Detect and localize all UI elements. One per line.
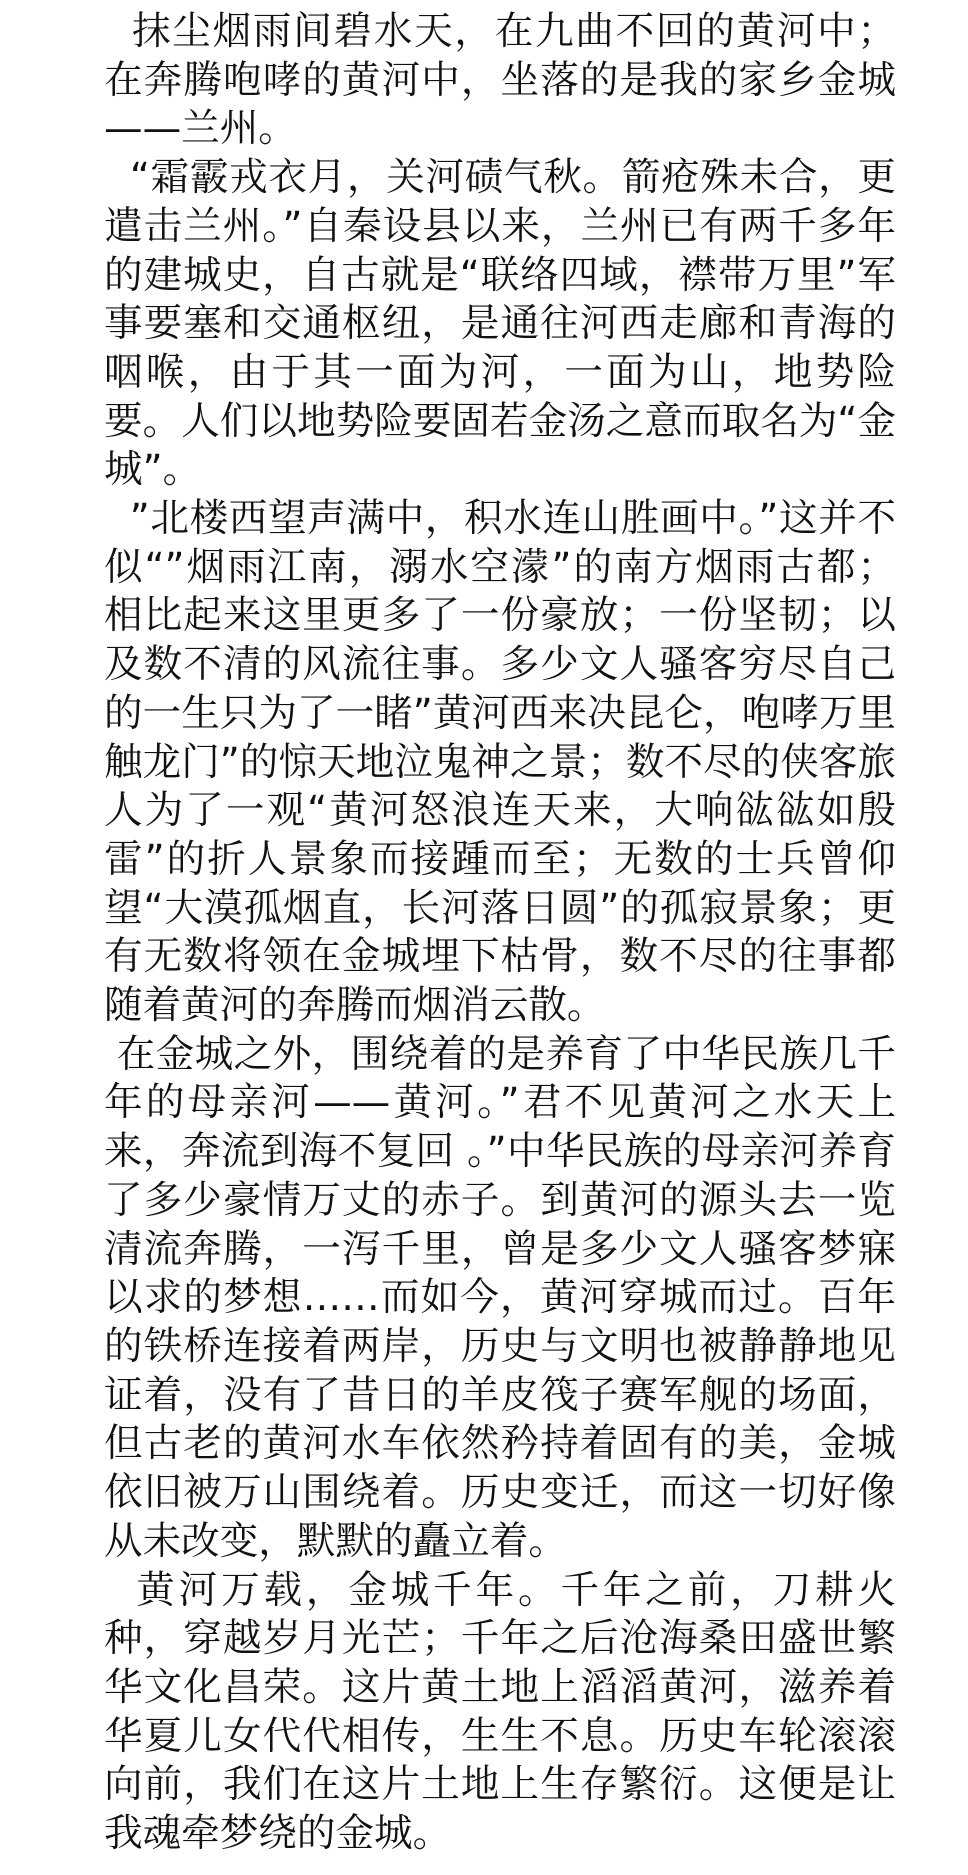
paragraph-history: “霜霰戎衣月，关河碛气秋。箭疮殊未合，更遣击兰州。”自秦设县以来，兰州已有两千多年的建城史，自古就是“联络四域，襟带万里”军事要塞和交通枢纽，是通往河西走廊和青海的咽喉，由于其一面为河，一面为山，地势险要。人们以地势险要固若金汤之意而取名为“金城”。 [104, 155, 897, 493]
paragraph-conclusion: 黄河万载，金城千年。千年之前，刀耕火种，穿越岁月光芒；千年之后沧海桑田盛世繁华文化昌荣。这片黄土地上滔滔黄河，滋养着华夏儿女代代相传，生生不息。历史车轮滚滚向前，我们在这片土地上生存繁衍。这便是让我魂牵梦绕的金城。 [104, 1567, 896, 1857]
paragraph-intro: 抹尘烟雨间碧水天，在九曲不回的黄河中；在奔腾咆哮的黄河中，坐落的是我的家乡金城——兰州。 [104, 9, 897, 152]
article-body [104, 8, 896, 1859]
paragraph-poetry: ”北楼西望声满中，积水连山胜画中。”这并不似“”烟雨江南，溺水空濛”的南方烟雨古都；相比起来这里更多了一份豪放；一份坚韧；以及数不清的风流往事。多少文人骚客穷尽自己的一生只为了一睹”黄河西来决昆仑，咆哮万里触龙门”的惊天地泣鬼神之景；数不尽的侠客旅人为了一观“黄河怒浪连天来，大响谹谹如殷雷”的折人景象而接踵而至；无数的士兵曾仰望“大漠孤烟直，长河落日圆”的孤寂景象；更有无数将领在金城埋下枯骨，数不尽的往事都随着黄河的奔腾而烟消云散。 [104, 496, 896, 1029]
paragraph-yellow-river: 在金城之外，围绕着的是养育了中华民族几千年的母亲河——黄河。”君不见黄河之水天上来，奔流到海不复回 。”中华民族的母亲河养育了多少豪情万丈的赤子。到黄河的源头去一览清流奔腾，一泻千里，曾是多少文人骚客梦寐以求的梦想……而如今，黄河穿城而过。百年的铁桥连接着两岸，历史与文明也被静静地见证着，没有了昔日的羊皮筏子赛军舰的场面，但古老的黄河水车依然矜持着固有的美，金城依旧被万山围绕着。历史变迁，而这一切好像从未改变，默默的矗立着。 [104, 1031, 896, 1564]
